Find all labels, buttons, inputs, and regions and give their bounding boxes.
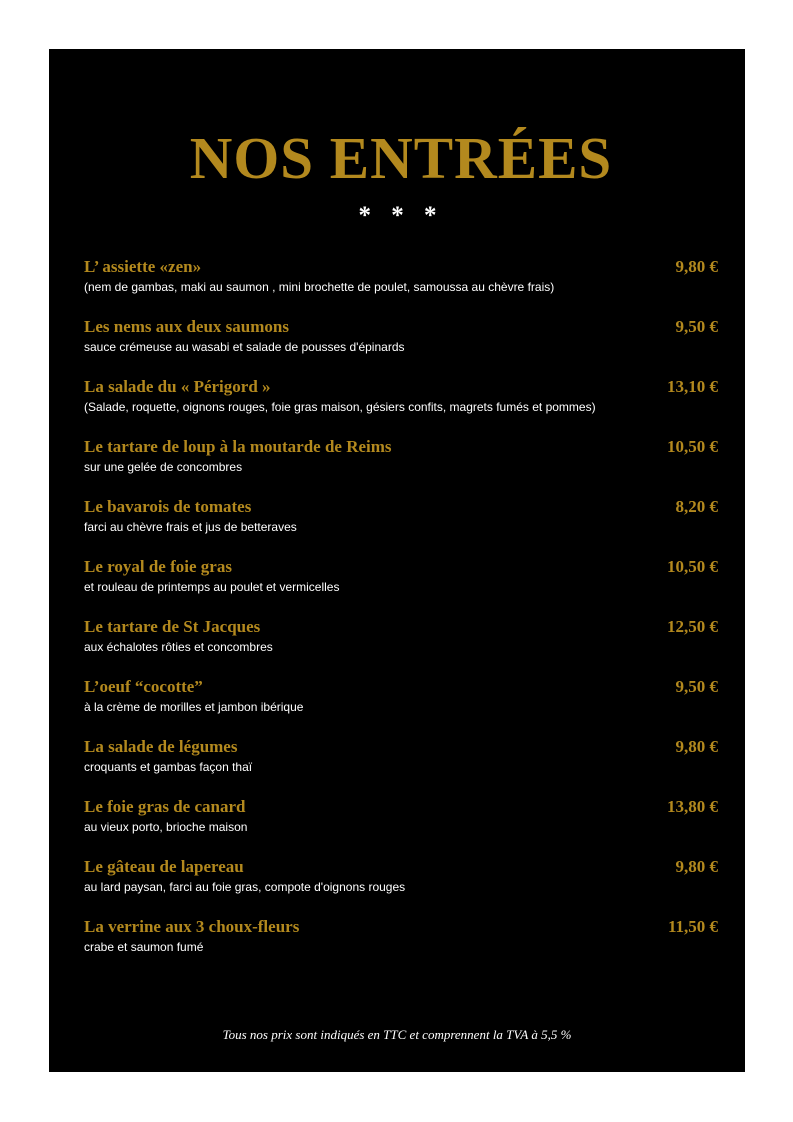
menu-item-description: au vieux porto, brioche maison (84, 820, 248, 835)
footer-note: Tous nos prix sont indiqués en TTC et comprennent la TVA à 5,5 % (222, 1027, 572, 1042)
menu-item (84, 436, 718, 496)
menu-item-price: 9,80 € (675, 857, 718, 877)
separator-asterisks: * * * (358, 202, 444, 230)
menu-item-price: 9,50 € (675, 677, 718, 697)
menu-item-description: crabe et saumon fumé (84, 940, 204, 955)
menu-item-row (84, 376, 718, 397)
menu-item (84, 736, 718, 796)
menu-item-row (84, 856, 718, 877)
menu-item-description: aux échalotes rôties et concombres (84, 640, 273, 655)
menu-item-name: La salade du « Périgord » (84, 377, 271, 397)
menu-item-row (84, 556, 718, 577)
menu-item-name: Le bavarois de tomates (84, 497, 252, 517)
menu-item (84, 676, 718, 736)
menu-item-row (84, 436, 718, 457)
menu-item (84, 916, 718, 976)
menu-item (84, 316, 718, 376)
menu-item-description: à la crème de morilles et jambon ibérique (84, 700, 304, 715)
menu-item-description: au lard paysan, farci au foie gras, compote d'oignons rouges (84, 880, 406, 895)
menu-item-price: 9,80 € (675, 257, 718, 277)
page-title: NOS ENTRÉES (189, 125, 613, 191)
menu-item-row (84, 616, 718, 637)
menu-item (84, 556, 718, 616)
menu-item-description: (nem de gambas, maki au saumon , mini brochette de poulet, samoussa au chèvre frais) (84, 280, 555, 295)
menu-item (84, 256, 718, 316)
menu-item (84, 376, 718, 436)
menu-item-name: Le foie gras de canard (84, 797, 246, 817)
menu-item-name: L’ assiette «zen» (84, 257, 202, 277)
menu-item-name: Le gâteau de lapereau (84, 857, 244, 877)
menu-item-price: 9,50 € (675, 317, 718, 337)
menu-item (84, 856, 718, 916)
menu-item-name: Le tartare de loup à la moutarde de Reims (84, 437, 392, 457)
menu-item-row (84, 256, 718, 277)
menu-item-name: L’oeuf “cocotte” (84, 677, 203, 697)
menu-item-name: Le royal de foie gras (84, 557, 232, 577)
menu-item-price: 13,80 € (667, 797, 718, 817)
menu-item-price: 12,50 € (667, 617, 718, 637)
menu-item-price: 13,10 € (667, 377, 718, 397)
menu-item (84, 796, 718, 856)
menu-item-description: sauce crémeuse au wasabi et salade de pousses d'épinards (84, 340, 405, 355)
menu-item-description: (Salade, roquette, oignons rouges, foie gras maison, gésiers confits, magrets fumés et pommes) (84, 400, 596, 415)
menu-item-description: farci au chèvre frais et jus de betteraves (84, 520, 297, 535)
menu-item-row (84, 736, 718, 757)
menu-item-price: 10,50 € (667, 437, 718, 457)
menu-card (49, 49, 745, 1072)
menu-item (84, 496, 718, 556)
menu-item-name: La verrine aux 3 choux-fleurs (84, 917, 300, 937)
menu-item-description: croquants et gambas façon thaï (84, 760, 253, 775)
menu-item-name: Le tartare de St Jacques (84, 617, 261, 637)
menu-item-row (84, 316, 718, 337)
menu-item-row (84, 676, 718, 697)
menu-item-row (84, 796, 718, 817)
menu-item-price: 10,50 € (667, 557, 718, 577)
menu-item-price: 11,50 € (667, 917, 718, 937)
menu-item-price: 9,80 € (675, 737, 718, 757)
menu-item-description: et rouleau de printemps au poulet et vermicelles (84, 580, 340, 595)
menu-item-price: 8,20 € (675, 497, 718, 517)
menu-item (84, 616, 718, 676)
menu-item-name: Les nems aux deux saumons (84, 317, 289, 337)
menu-item-description: sur une gelée de concombres (84, 460, 243, 475)
menu-item-name: La salade de légumes (84, 737, 238, 757)
menu-item-row (84, 496, 718, 517)
menu-list (84, 256, 718, 976)
menu-item-row (84, 916, 718, 937)
